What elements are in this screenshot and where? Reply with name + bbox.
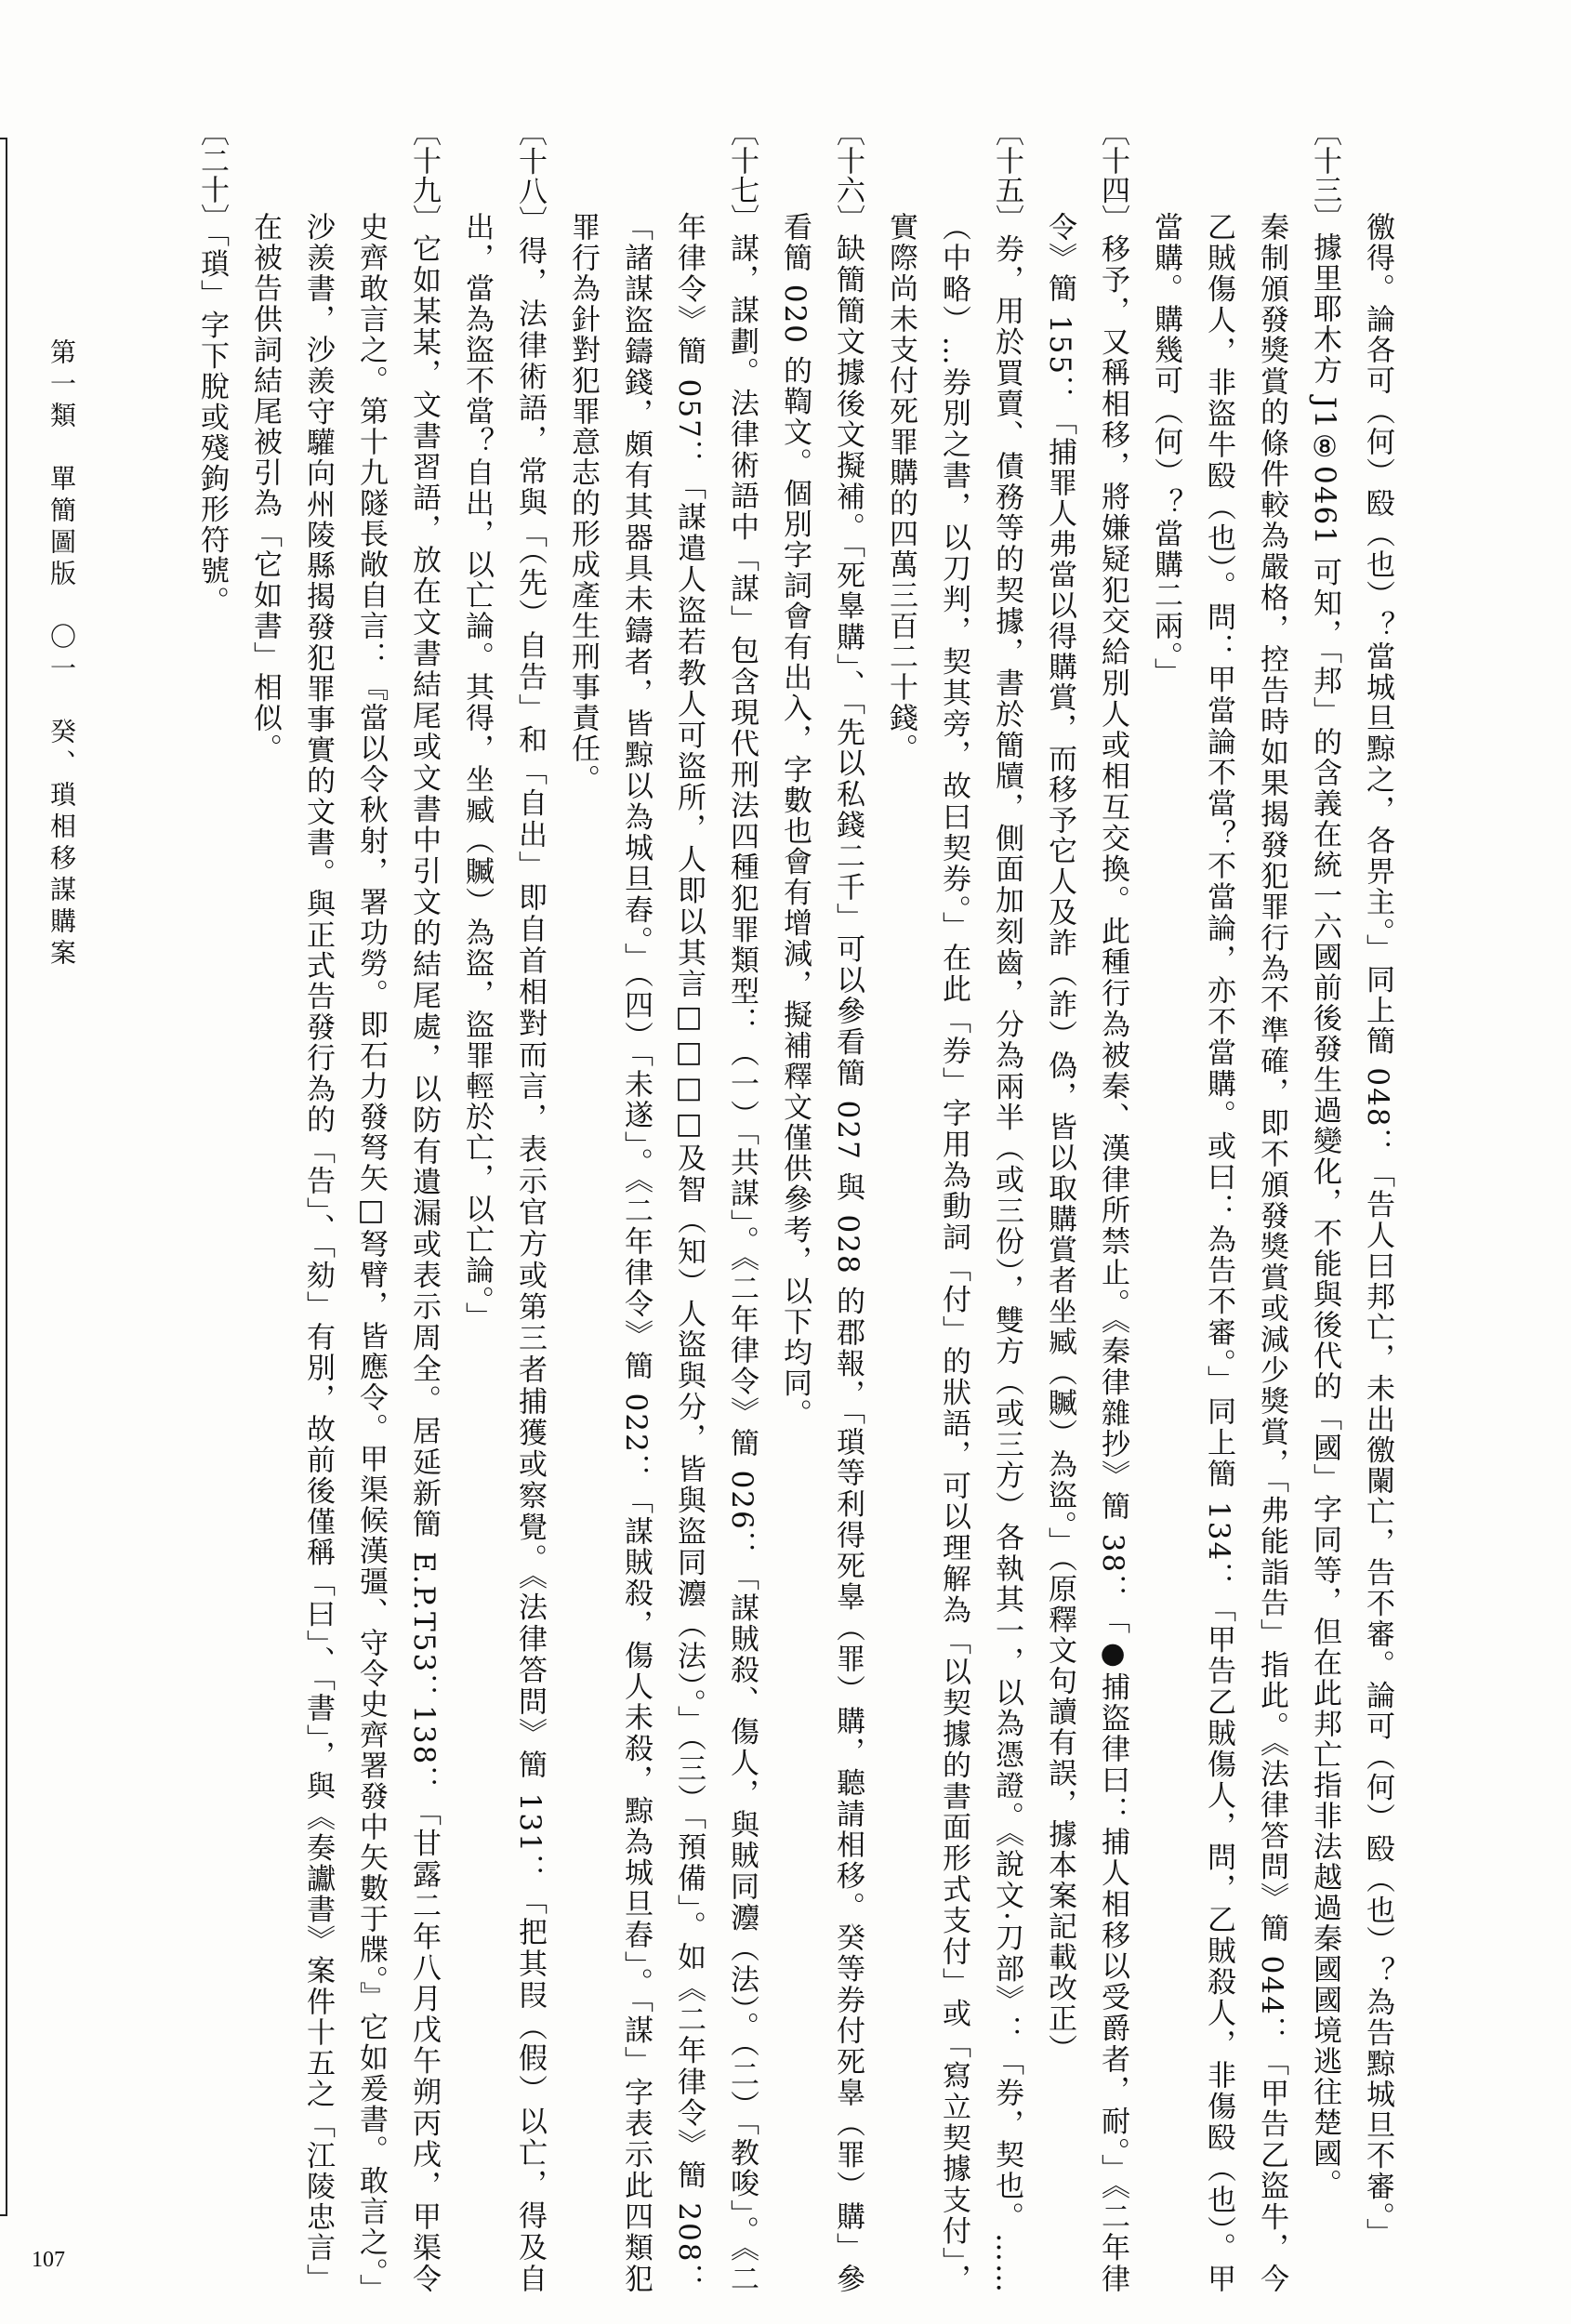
note-text: 得，法律術語，常與「（先）自告」和「自出」即自首相對而言，表示官方或第三者捕獲或察覺。《法律答問》簡 131：「把其叚（假）以亡，得及自出，當為盜不當？自出，以亡論。其得，坐臧（贓）為盜，盜罪輕於亡，以亡論。」	[460, 212, 547, 2295]
note-text: 券，用於買賣、債務等的契據，書於簡牘，側面加刻齒，分為兩半（或三份），雙方（或三方）各執其一，以為憑證。《說文·刀部》：「券，契也。……（中略）…券別之書，以刀判，契其旁，故曰契券。」在此「券」字用為動詞「付」的狀語，可以理解為「以契據的書面形式支付」或「寫立契據支付」，實際尚未支付死罪購的四萬三百二十錢。	[884, 212, 1023, 2295]
note-text: 它如某某，文書習語，放在文書結尾或文書中引文的結尾處，以防有遺漏或表示周全。居延新簡 E.P.T53：138：「甘露二年八月戊午朔丙戌，甲渠令史齊敢言之。第十九隧長敞自言：『當以令秋射，署功勞。即石力發弩矢□弩臂，皆應令。甲渠候漢彊、守令史齊署發中矢數于牒。』它如爰書。敢言之。」	[354, 212, 441, 2304]
note-label: 〔十四〕	[1096, 117, 1129, 234]
note-15	[874, 117, 1033, 2295]
note-continuation	[1351, 212, 1404, 2294]
note-label: 〔十八〕	[513, 117, 547, 236]
note-text: 缺簡簡文據後文擬補。「死辠購」、「先以私錢二千」可以參看簡 027 與 028 的郡報，「瑣等利得死辠（罪）購，聽請相移。癸等券付死辠（罪）購」參看簡 020 的鞫文。個別字詞會有出入，字數也會有增減，擬補釋文僅供參考，以下均同。	[778, 212, 865, 2294]
note-13-cont	[1139, 212, 1298, 2294]
note-text: 移予，又稱相移，將嫌疑犯交給別人或相互交換。此種行為被秦、漢律所禁止。《秦律雜抄》簡 38：「●捕盜律曰：捕人相移以受爵者，耐。」《二年律令》簡 155：「捕罪人弗當以得購賞，而移予它人及詐（詐）偽，皆以取購賞者坐臧（贓）為盜。」（原釋文句讀有誤，據本案記載改正）	[1043, 212, 1129, 2294]
note-text: 據里耶木方 J1⑧0461 可知，「邦」的含義在統一六國前後發生過變化，不能與後代的「國」字同等，但在此邦亡指非法越過秦國國境逃往楚國。	[1308, 232, 1341, 2200]
note-label: 〔二十〕	[195, 117, 229, 232]
note-label: 〔十六〕	[831, 117, 865, 234]
note-14	[1033, 117, 1139, 2294]
margin-bracket-rule	[0, 138, 7, 2216]
note-text: 沙羨書，沙羨守驩向州陵縣揭發犯罪事實的文書。與正式告發行為的「告」、「劾」有別，故前後僅稱「曰」、「書」，與《奏讞書》案件十五之「江陵忠言」在被告供詞結尾被引為「它如書」相似。	[248, 212, 335, 2294]
note-label: 〔十三〕	[1308, 117, 1341, 232]
page-number: 107	[32, 2248, 65, 2272]
note-19-cont	[238, 212, 344, 2294]
note-16	[768, 117, 874, 2294]
note-text: 「瑣」字下脫或殘鉤形符號。	[195, 232, 229, 617]
running-head: 第一類 單簡圖版 〇一 癸、瑣相移謀購案	[46, 338, 77, 971]
note-17	[556, 117, 768, 2294]
note-label: 〔十七〕	[725, 117, 759, 234]
note-label: 〔十五〕	[990, 117, 1023, 234]
note-text: 秦制頒發獎賞的條件較為嚴格，控告時如果揭發犯罪行為不準確，即不頒發獎賞或減少獎賞，「弗能詣告」指此。《法律答問》簡 044：「甲告乙盜牛，今乙賊傷人，非盜牛殹（也）。問：甲當論不當？不當論，亦不當購。或曰：為告不審。」同上簡 134：「甲告乙賊傷人，問，乙賊殺人，非傷殹（也）。甲當購。購幾可（何）？當購二兩。」	[1149, 212, 1288, 2294]
note-20	[185, 117, 238, 2294]
note-18	[450, 117, 556, 2295]
note-19	[344, 117, 450, 2304]
note-label: 〔十九〕	[407, 117, 441, 234]
note-text: 謀，謀劃。法律術語中「謀」包含現代刑法四種犯罪類型：（一）「共謀」。《二年律令》簡 026：「謀賊殺、傷人，與賊同灋（法）。（二）「教唆」。《二年律令》簡 057：「謀遣人盜若教人可盜所，人即以其言□□□□及智（知）人盜與分，皆與盜同灋（法）。」（三）「預備」。如《二年律令》簡 208：「諸謀盜鑄錢，頗有其器具未鑄者，皆黥以為城旦舂。」（四）「未遂」。《二年律令》簡 022：「謀賊殺，傷人未殺，黥為城旦舂」。「謀」字表示此四類犯罪行為針對犯罪意志的形成產生刑事責任。	[566, 212, 759, 2294]
notes-body	[56, 117, 1404, 2304]
note-13	[1298, 117, 1351, 2294]
note-text: 徼得。論各可（何）殹（也）？當城旦黥之，各畀主。」同上簡 048：「告人曰邦亡，未出徼闌亡，告不審。論可（何）殹（也）？為告黥城旦不審。」	[1361, 212, 1394, 2250]
